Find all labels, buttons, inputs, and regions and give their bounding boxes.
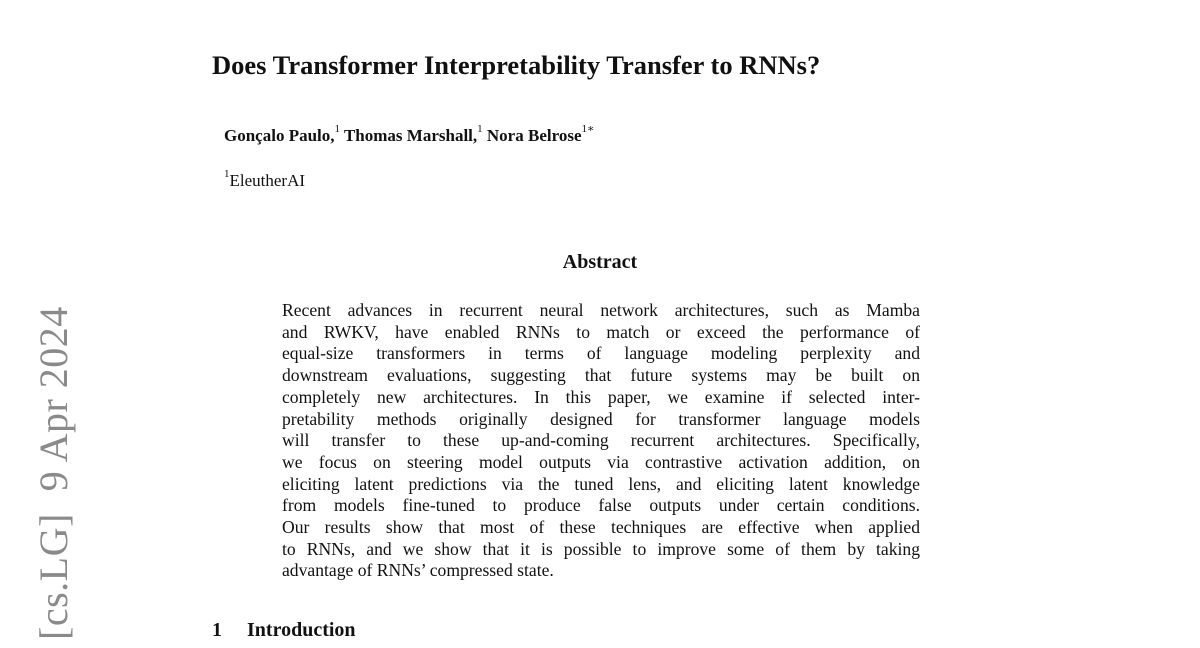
abstract-line: Recent advances in recurrent neural network architectures, such as Mamba xyxy=(282,300,920,320)
author-name: Gonçalo Paulo, xyxy=(224,126,335,145)
abstract-line: downstream evaluations, suggesting that future systems may be built on xyxy=(282,365,920,386)
abstract-line: we focus on steering model outputs via contrastive activation addition, on xyxy=(282,451,920,472)
author-list xyxy=(224,123,595,146)
author-name: Nora Belrose xyxy=(486,126,582,145)
arxiv-date: 9 Apr 2024 xyxy=(31,306,76,492)
abstract-line: completely new architectures. In this paper, we examine if selected inter- xyxy=(282,386,920,407)
paper-title: Does Transformer Interpretability Transfer to RNNs? xyxy=(212,50,821,80)
abstract-line: equal-size transformers in terms of language modeling perplexity and xyxy=(282,343,920,364)
abstract-body xyxy=(282,300,920,582)
abstract-line: will transfer to these up-and-coming recurrent architectures. Specifically, xyxy=(282,430,920,451)
abstract-heading: Abstract xyxy=(562,251,638,273)
arxiv-stamp xyxy=(30,306,77,640)
section-heading xyxy=(212,619,356,642)
abstract-line: Our results show that most of these techniques are effective when applied xyxy=(282,517,920,538)
affiliation-name: EleutherAI xyxy=(229,171,306,190)
abstract-line: eliciting latent predictions via the tuned lens, and eliciting latent knowledge xyxy=(282,473,920,494)
abstract-line: and RWKV, have enabled RNNs to match or exceed the performance of xyxy=(282,321,920,342)
author-affiliation-mark: 1 xyxy=(477,123,483,136)
section-number: 1 xyxy=(212,619,222,641)
abstract-line: to RNNs, and we show that it is possible to improve some of them by taking xyxy=(282,538,920,559)
abstract-line: from models fine-tuned to produce false outputs under certain conditions. xyxy=(282,495,920,516)
section-title: Introduction xyxy=(247,619,356,641)
author-affiliation-mark: 1 xyxy=(334,123,341,136)
abstract-line: pretability methods originally designed for transformer language models xyxy=(282,408,920,429)
abstract-line: advantage of RNNs’ compressed state. xyxy=(282,560,554,581)
author-name: Thomas Marshall, xyxy=(343,126,478,145)
affiliation xyxy=(224,168,306,191)
author-affiliation-mark: 1∗ xyxy=(581,123,595,136)
affiliation-mark: 1 xyxy=(224,168,230,181)
arxiv-category: [cs.LG] xyxy=(31,513,76,640)
